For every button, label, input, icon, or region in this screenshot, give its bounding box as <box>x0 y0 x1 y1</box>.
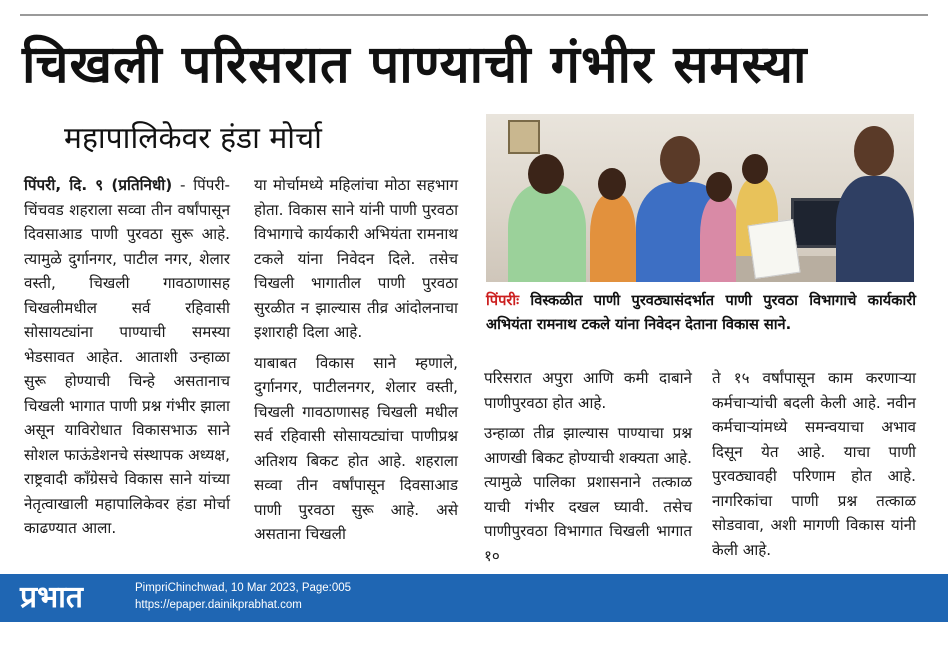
column-2-paragraph-2: याबाबत विकास साने म्हणाले, दुर्गानगर, पाटीलनगर, शेलार वस्ती, चिखली गावठाणासह चिखली मधील सर्व रहिवासी सोसायट्यांचा पाणीप्रश्न अतिशय बिकट होत आहे. शहराला सव्वा तीन वर्षांपासून दिवसाआड पाणी पुरवठा सुरू आहे. असे असताना चिखली <box>254 353 458 543</box>
footer-info <box>135 580 351 614</box>
caption-place: पिंपरीः <box>486 292 520 309</box>
photo-head <box>706 172 732 202</box>
photo-memorandum <box>747 219 800 279</box>
column-2-paragraph-1: या मोर्चामध्ये महिलांचा मोठा सहभाग होता. विकास साने यांनी पाणी पुरवठा विभागाचे कार्यकारी अभियंता रामनाथ टकले यांना निवेदन दिले. तसेच चिखली भागातील पाणी पुरवठा सुरळीत न झाल्यास तीव्र आंदोलनाचा इशाराही दिला आहे. <box>254 176 458 341</box>
prabhat-logo: प्रभात <box>20 580 84 615</box>
headline: चिखली परिसरात पाण्याची गंभीर समस्या <box>22 35 808 95</box>
column-4-text: ते १५ वर्षांपासून काम करणाऱ्या कर्मचाऱ्यांची बदली केली आहे. नवीन कर्मचाऱ्यांमध्ये समन्वयाचा अभाव दिसून येत आहे. याचा पाणी पुरवठ्यावही परिणाम होत आहे. नागरिकांचा पाणी प्रश्न तत्काळ सोडवावा, अशी मागणी विकास यांनी केली आहे. <box>712 369 916 559</box>
photo-wall-frame <box>508 120 540 154</box>
column-3-paragraph-2: उन्हाळा तीव्र झाल्यास पाण्याचा प्रश्न आणखी बिकट होण्याची शक्यता आहे. त्यामुळे पालिका प्रशासनाने तत्काळ याची गंभीर दखल घ्यावी. तसेच पाणीपुरवठा विभागात चिखली भागात १० <box>484 424 692 565</box>
photo-head <box>854 126 894 176</box>
photo-person-woman-green <box>508 184 586 282</box>
news-photo <box>486 114 914 282</box>
photo-person-officer <box>836 176 914 282</box>
photo-person-woman-orange <box>590 194 636 282</box>
top-rule <box>20 14 928 16</box>
epaper-link[interactable]: https://epaper.dainikprabhat.com <box>135 599 302 611</box>
article-column-4 <box>712 366 916 568</box>
photo-person-woman-pink <box>700 196 740 282</box>
photo-head <box>528 154 564 194</box>
caption-text: विस्कळीत पाणी पुरवठ्यासंदर्भात पाणी पुरवठा विभागाचे कार्यकारी अभियंता रामनाथ टकले यांना निवेदन देताना विकास साने. <box>486 292 916 333</box>
dateline: पिंपरी, दि. ९ (प्रतिनिधी) <box>24 176 173 194</box>
photo-head <box>742 154 768 184</box>
footer-bar <box>0 574 948 622</box>
column-1-text: - पिंपरी-चिंचवड शहराला सव्वा तीन वर्षांपासून दिवसाआड पाणी पुरवठा सुरू आहे. त्यामुळे दुर्गानगर, पाटील नगर, शेलार वस्ती, चिखली गावठाणासह चिखलीमधील सर्व रहिवासी सोसायट्यांना पाण्याची समस्या भेडसावत आहेत. आताशी उन्हाळा सुरू होण्याची चिन्हे असतानाच चिखली भागात पाणी प्रश्न गंभीर झाला असून याविरोधात विकासभाऊ साने सोशल फाऊंडेशनचे संस्थापक अध्यक्ष, राष्ट्रवादी काँग्रेसचे विकास साने यांच्या नेतृत्वाखाली महापालिकेवर हंडा मोर्चा काढण्यात आला. <box>24 176 231 537</box>
article-column-1 <box>24 173 230 547</box>
column-3-paragraph-1: परिसरात अपुरा आणि कमी दाबाने पाणीपुरवठा होत आहे. <box>484 369 692 412</box>
photo-head <box>598 168 626 200</box>
edition-info: PimpriChinchwad, 10 Mar 2023, Page:005 <box>135 582 352 594</box>
article-column-2 <box>254 173 458 553</box>
subheadline: महापालिकेवर हंडा मोर्चा <box>64 121 322 156</box>
photo-caption <box>486 289 916 337</box>
article-column-3 <box>484 366 692 574</box>
photo-head <box>660 136 700 184</box>
